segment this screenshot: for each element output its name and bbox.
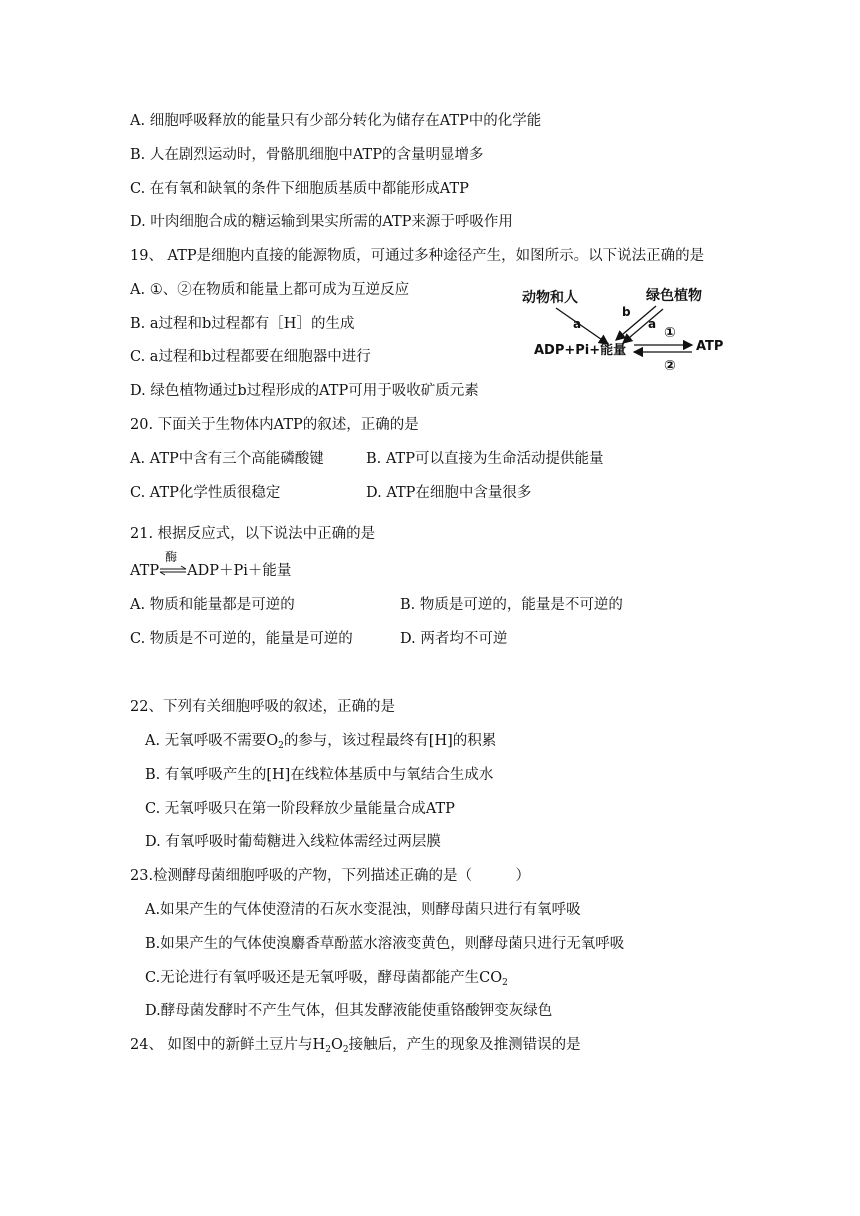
q19-option-d: D. 绿色植物通过b过程形成的ATP可用于吸收矿质元素 xyxy=(130,383,479,399)
q19-option-c: C. a过程和b过程都要在细胞器中进行 xyxy=(130,349,371,365)
q20-option-a: A. ATP中含有三个高能磷酸键 xyxy=(130,451,324,467)
q20-option-c: C. ATP化学性质很稳定 xyxy=(130,485,281,501)
q18-option-b: B. 人在剧烈运动时，骨骼肌细胞中ATP的含量明显增多 xyxy=(130,147,484,163)
q23-stem: 23.检测酵母菌细胞呼吸的产物，下列描述正确的是（ ） xyxy=(130,868,531,884)
q24-text-mid: O xyxy=(330,1037,343,1053)
eq-enzyme: 酶 xyxy=(165,550,178,564)
q18-option-d: D. 叶肉细胞合成的糖运输到果实所需的ATP来源于呼吸作用 xyxy=(130,214,513,230)
backward-reaction-label: ② xyxy=(664,358,676,374)
q22-option-d: D. 有氧呼吸时葡萄糖进入线粒体需经过两层膜 xyxy=(145,834,441,850)
q24-subscript-1: 2 xyxy=(325,1045,331,1055)
q23-option-a: A.如果产生的气体使澄清的石灰水变混浊，则酵母菌只进行有氧呼吸 xyxy=(145,902,581,918)
eq-right: ADP＋Pi＋能量 xyxy=(187,563,292,579)
q22-option-c: C. 无氧呼吸只在第一阶段释放少量能量合成ATP xyxy=(145,801,455,817)
q24-subscript-2: 2 xyxy=(342,1045,349,1055)
q21-option-a: A. 物质和能量都是可逆的 xyxy=(130,597,295,613)
eq-left: ATP xyxy=(130,563,160,579)
q21-equation xyxy=(130,550,292,581)
arrow-a-animals xyxy=(556,308,608,344)
q19-option-a: A. ①、②在物质和能量上都可成为互逆反应 xyxy=(130,282,410,298)
q23-option-b: B.如果产生的气体使溴麝香草酚蓝水溶液变黄色，则酵母菌只进行无氧呼吸 xyxy=(145,936,625,952)
q24-stem xyxy=(130,1035,581,1060)
plants-label: 绿色植物 xyxy=(646,288,702,304)
q22-a-text-rest: 的参与，该过程最终有[H]的积累 xyxy=(283,733,497,749)
q22-a-subscript: 2 xyxy=(278,741,284,751)
q23-option-d: D.酵母菌发酵时不产生气体，但其发酵液能使重铬酸钾变灰绿色 xyxy=(145,1003,553,1019)
label-a-animals: a xyxy=(573,317,582,331)
label-b: b xyxy=(622,305,631,319)
eq-arrow xyxy=(159,550,187,581)
q18-option-c: C. 在有氧和缺氧的条件下细胞质基质中都能形成ATP xyxy=(130,181,469,197)
q21-option-c: C. 物质是不可逆的，能量是可逆的 xyxy=(130,631,353,647)
q22-option-a xyxy=(145,731,496,756)
adp-pi-energy-label: ADP+Pi+能量 xyxy=(534,343,627,358)
q21-option-b: B. 物质是可逆的，能量是不可逆的 xyxy=(400,597,623,613)
label-a-plants: a xyxy=(648,317,657,331)
animals-label: 动物和人 xyxy=(522,290,578,306)
atp-label: ATP xyxy=(696,339,724,354)
q22-option-b: B. 有氧呼吸产生的[H]在线粒体基质中与氧结合生成水 xyxy=(145,767,494,783)
q24-text: 24、 如图中的新鲜土豆片与H xyxy=(130,1037,326,1053)
q20-option-b: B. ATP可以直接为生命活动提供能量 xyxy=(366,451,604,467)
q21-option-d: D. 两者均不可逆 xyxy=(400,631,508,647)
atp-cycle-diagram xyxy=(516,282,736,378)
q24-text-rest: 接触后，产生的现象及推测错误的是 xyxy=(348,1037,581,1053)
q18-option-a: A. 细胞呼吸释放的能量只有少部分转化为储存在ATP中的化学能 xyxy=(130,113,542,129)
q21-stem: 21. 根据反应式，以下说法中正确的是 xyxy=(130,526,376,542)
q22-stem: 22、下列有关细胞呼吸的叙述，正确的是 xyxy=(130,699,395,715)
q23-c-text: C.无论进行有氧呼吸还是无氧呼吸，酵母菌都能产生CO xyxy=(145,970,503,986)
q22-a-text: A. 无氧呼吸不需要O xyxy=(145,733,279,749)
q23-option-c xyxy=(145,968,508,993)
q20-option-d: D. ATP在细胞中含量很多 xyxy=(366,485,532,501)
forward-reaction-label: ① xyxy=(664,325,676,341)
q20-stem: 20. 下面关于生物体内ATP的叙述，正确的是 xyxy=(130,417,419,433)
q23-c-subscript: 2 xyxy=(502,978,508,988)
q19-option-b: B. a过程和b过程都有［H］的生成 xyxy=(130,316,355,332)
q19-stem: 19、 ATP是细胞内直接的能源物质，可通过多种途径产生，如图所示。以下说法正确的是 xyxy=(130,248,705,264)
